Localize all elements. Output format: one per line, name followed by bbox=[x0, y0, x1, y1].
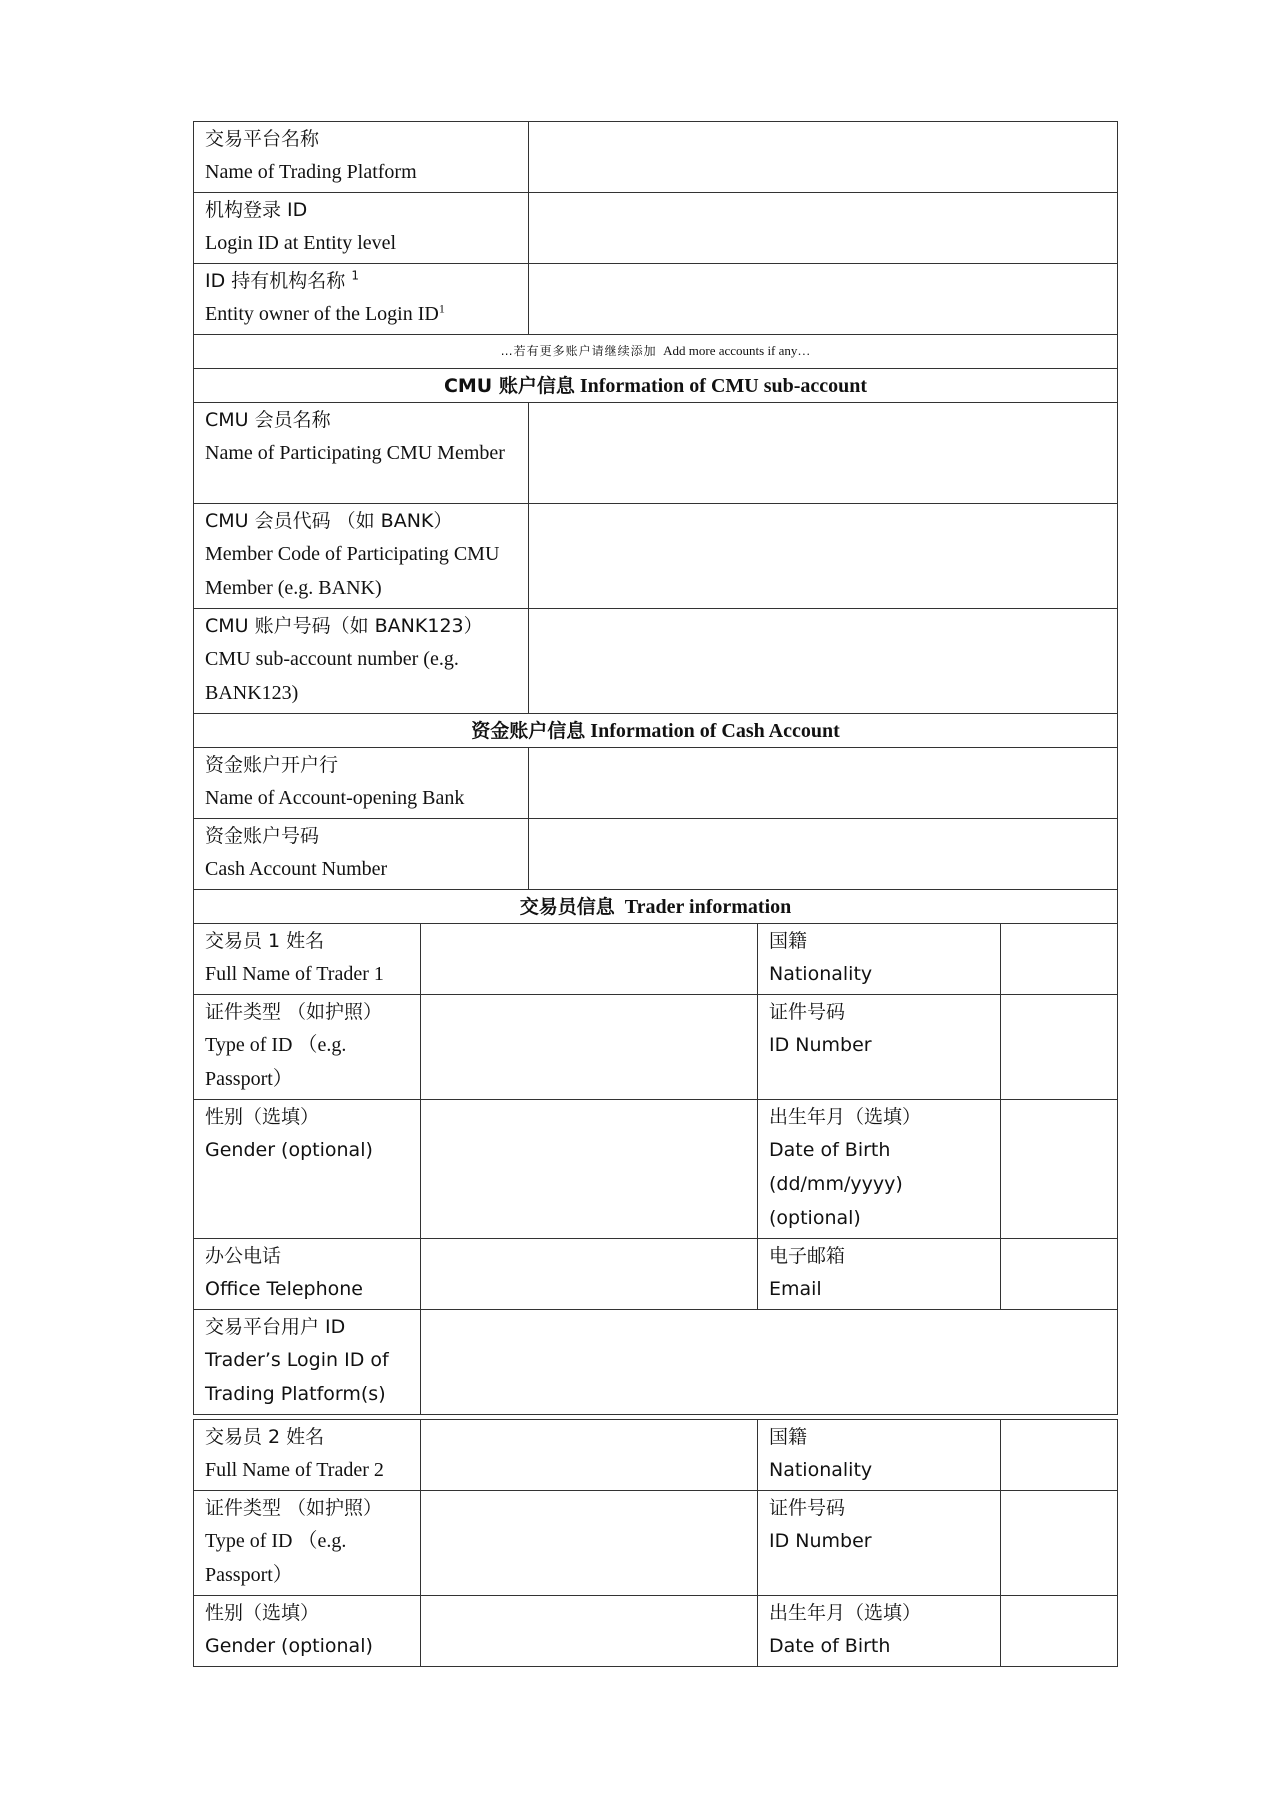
form-row bbox=[194, 1310, 1118, 1415]
add-more-en: Add more accounts if any… bbox=[663, 343, 811, 358]
cmu-sub-account-input[interactable] bbox=[529, 609, 1118, 714]
trader-section-heading bbox=[194, 890, 1118, 924]
trader1-office-telephone-input[interactable] bbox=[421, 1239, 758, 1310]
label-zh: 资金账户号码 bbox=[205, 825, 320, 847]
section-heading-row bbox=[194, 714, 1118, 748]
label-en: Cash Account Number bbox=[205, 858, 388, 880]
label-zh: CMU 会员代码 （如 BANK） bbox=[205, 510, 453, 532]
label-cell bbox=[758, 1420, 1001, 1491]
label-en: Office Telephone bbox=[205, 1278, 363, 1300]
form-row bbox=[194, 504, 1118, 609]
label-cell bbox=[194, 995, 421, 1100]
label-zh: 资金账户开户行 bbox=[205, 754, 339, 776]
trader1-gender-input[interactable] bbox=[421, 1100, 758, 1239]
form-row bbox=[194, 748, 1118, 819]
form-row bbox=[194, 819, 1118, 890]
label-zh: 出生年月（选填） bbox=[769, 1602, 922, 1624]
trader2-id-type-input[interactable] bbox=[421, 1491, 758, 1596]
label-en-text: Entity owner of the Login ID bbox=[205, 303, 439, 325]
label-en: Type of ID （e.g. Passport） bbox=[205, 1034, 347, 1090]
label-cell bbox=[194, 1310, 421, 1415]
label-zh: CMU 账户号码（如 BANK123） bbox=[205, 615, 483, 637]
trading-platform-input[interactable] bbox=[529, 122, 1118, 193]
label-zh: 交易平台用户 ID bbox=[205, 1316, 346, 1338]
trader1-login-id-input[interactable] bbox=[421, 1310, 1118, 1415]
form-row bbox=[194, 1420, 1118, 1491]
label-zh: 交易员 1 姓名 bbox=[205, 930, 325, 952]
trader2-name-input[interactable] bbox=[421, 1420, 758, 1491]
form-row bbox=[194, 1491, 1118, 1596]
label-en: Member Code of Participating CMU Member (e.g. BANK) bbox=[205, 543, 500, 599]
heading-zh: 资金账户信息 bbox=[471, 720, 586, 742]
trader1-name-input[interactable] bbox=[421, 924, 758, 995]
section-heading-row bbox=[194, 890, 1118, 924]
form-row bbox=[194, 995, 1118, 1100]
label-cell bbox=[194, 748, 529, 819]
label-zh: 性别（选填） bbox=[205, 1106, 320, 1128]
trader2-id-number-input[interactable] bbox=[1001, 1491, 1118, 1596]
cmu-member-name-input[interactable] bbox=[529, 403, 1118, 504]
cmu-member-code-input[interactable] bbox=[529, 504, 1118, 609]
label-zh: 交易平台名称 bbox=[205, 128, 320, 150]
label-zh: 办公电话 bbox=[205, 1245, 282, 1267]
footnote-marker: 1 bbox=[351, 268, 359, 283]
label-zh: CMU 会员名称 bbox=[205, 409, 331, 431]
label-cell bbox=[758, 924, 1001, 995]
form-row bbox=[194, 1100, 1118, 1239]
label-en: Date of Birth (dd/mm/yyyy) (optional) bbox=[769, 1139, 903, 1229]
label-cell bbox=[194, 504, 529, 609]
form-row bbox=[194, 122, 1118, 193]
label-cell bbox=[194, 403, 529, 504]
form-row bbox=[194, 1239, 1118, 1310]
label-zh: 出生年月（选填） bbox=[769, 1106, 922, 1128]
label-cell bbox=[194, 1100, 421, 1239]
label-zh: 国籍 bbox=[769, 930, 808, 952]
label-en: Type of ID （e.g. Passport） bbox=[205, 1530, 347, 1586]
label-cell bbox=[194, 193, 529, 264]
label-cell bbox=[758, 1239, 1001, 1310]
trader1-id-number-input[interactable] bbox=[1001, 995, 1118, 1100]
heading-zh: CMU 账户信息 bbox=[443, 375, 575, 397]
form-row bbox=[194, 924, 1118, 995]
label-en: Nationality bbox=[769, 963, 873, 985]
form-row bbox=[194, 193, 1118, 264]
label-en: Full Name of Trader 1 bbox=[205, 963, 384, 985]
label-zh: 证件号码 bbox=[769, 1001, 846, 1023]
label-zh-text: ID 持有机构名称 bbox=[205, 270, 346, 292]
label-cell bbox=[194, 819, 529, 890]
form-row bbox=[194, 264, 1118, 335]
registration-form bbox=[193, 121, 1117, 1667]
trader1-nationality-input[interactable] bbox=[1001, 924, 1118, 995]
entity-owner-input[interactable] bbox=[529, 264, 1118, 335]
label-cell bbox=[194, 1420, 421, 1491]
label-cell bbox=[194, 924, 421, 995]
label-en bbox=[205, 297, 517, 331]
label-cell bbox=[194, 122, 529, 193]
label-zh: 国籍 bbox=[769, 1426, 808, 1448]
label-cell bbox=[758, 1100, 1001, 1239]
footnote-marker: 1 bbox=[438, 301, 445, 316]
label-zh: 性别（选填） bbox=[205, 1602, 320, 1624]
form-table bbox=[193, 121, 1118, 1667]
heading-zh: 交易员信息 bbox=[519, 896, 615, 918]
form-row bbox=[194, 609, 1118, 714]
label-en: Full Name of Trader 2 bbox=[205, 1459, 384, 1481]
entity-login-id-input[interactable] bbox=[529, 193, 1118, 264]
label-en: Date of Birth bbox=[769, 1635, 891, 1657]
label-zh: 电子邮箱 bbox=[769, 1245, 846, 1267]
label-en: Name of Account-opening Bank bbox=[205, 787, 465, 809]
label-zh bbox=[205, 265, 517, 297]
form-row bbox=[194, 403, 1118, 504]
label-zh: 机构登录 ID bbox=[205, 199, 308, 221]
label-zh: 证件号码 bbox=[769, 1497, 846, 1519]
label-cell bbox=[758, 1596, 1001, 1667]
label-en: Gender (optional) bbox=[205, 1635, 373, 1657]
add-more-row bbox=[194, 335, 1118, 369]
cmu-section-heading bbox=[194, 369, 1118, 403]
label-cell bbox=[758, 1491, 1001, 1596]
trader2-dob-input[interactable] bbox=[1001, 1596, 1118, 1667]
label-en: Trader’s Login ID of Trading Platform(s) bbox=[205, 1349, 389, 1405]
trader2-gender-input[interactable] bbox=[421, 1596, 758, 1667]
label-en: ID Number bbox=[769, 1034, 872, 1056]
label-en: Nationality bbox=[769, 1459, 873, 1481]
cash-account-number-input[interactable] bbox=[529, 819, 1118, 890]
label-cell bbox=[194, 264, 529, 335]
form-row bbox=[194, 1596, 1118, 1667]
label-zh: 证件类型 （如护照） bbox=[205, 1497, 383, 1519]
cash-section-heading bbox=[194, 714, 1118, 748]
label-cell bbox=[194, 1491, 421, 1596]
section-heading-row bbox=[194, 369, 1118, 403]
trader1-email-input[interactable] bbox=[1001, 1239, 1118, 1310]
label-en: CMU sub-account number (e.g. BANK123) bbox=[205, 648, 459, 704]
label-en: ID Number bbox=[769, 1530, 872, 1552]
label-en: Name of Participating CMU Member bbox=[205, 442, 505, 464]
label-en: Name of Trading Platform bbox=[205, 161, 417, 183]
heading-en: Information of Cash Account bbox=[590, 720, 840, 742]
label-zh: 证件类型 （如护照） bbox=[205, 1001, 383, 1023]
label-en: Email bbox=[769, 1278, 822, 1300]
add-more-note bbox=[194, 335, 1118, 369]
account-opening-bank-input[interactable] bbox=[529, 748, 1118, 819]
trader2-nationality-input[interactable] bbox=[1001, 1420, 1118, 1491]
label-en: Login ID at Entity level bbox=[205, 232, 397, 254]
add-more-zh: …若有更多账户请继续添加 bbox=[500, 344, 657, 358]
label-cell bbox=[194, 1596, 421, 1667]
heading-en: Trader information bbox=[624, 896, 792, 918]
trader1-id-type-input[interactable] bbox=[421, 995, 758, 1100]
label-cell bbox=[758, 995, 1001, 1100]
label-en: Gender (optional) bbox=[205, 1139, 373, 1161]
label-cell bbox=[194, 609, 529, 714]
heading-en: Information of CMU sub-account bbox=[579, 375, 868, 397]
label-cell bbox=[194, 1239, 421, 1310]
label-zh: 交易员 2 姓名 bbox=[205, 1426, 325, 1448]
trader1-dob-input[interactable] bbox=[1001, 1100, 1118, 1239]
